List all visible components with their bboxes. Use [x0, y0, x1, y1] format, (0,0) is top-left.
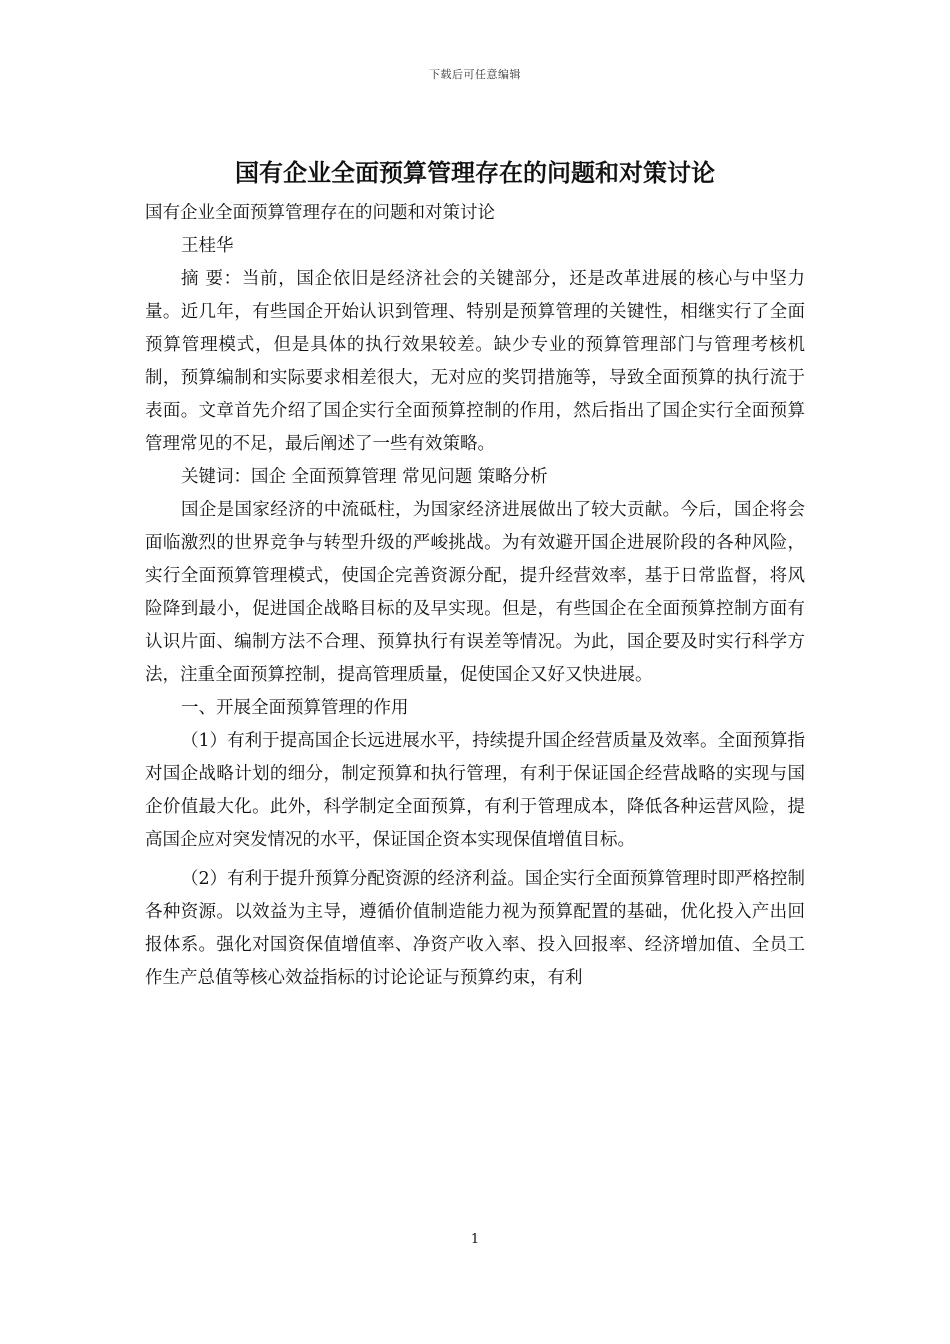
keywords-line: 关键词：国企 全面预算管理 常见问题 策略分析	[181, 467, 548, 487]
header-note: 下载后可任意编辑	[429, 68, 521, 81]
abstract-paragraph: 摘 要：当前，国企依旧是经济社会的关键部分，还是改革进展的核心与中坚力量。近几年，有些国企开始认识到管理、特别是预算管理的关键性，相继实行了全面预算管理模式，但是具体的执行效果较差。缺少专业的预算管理部门与管理考核机制，预算编制和实际要求相差很大，无对应的奖罚措施等，导致全面预算的执行流于表面。文章首先介绍了国企实行全面预算控制的作用，然后指出了国企实行全面预算管理常见的不足，最后阐述了一些有效策略。	[145, 269, 805, 454]
intro-paragraph: 国企是国家经济的中流砥柱，为国家经济进展做出了较大贡献。今后，国企将会面临激烈的世界竞争与转型升级的严峻挑战。为有效避开国企进展阶段的各种风险，实行全面预算管理模式，使国企完善资源分配，提升经营效率，基于日常监督，将风险降到最小，促进国企战略目标的及早实现。但是，有些国企在全面预算控制方面有认识片面、编制方法不合理、预算执行有误差等情况。为此，国企要及时实行科学方法，注重全面预算控制，提高管理质量，促使国企又好又快进展。	[145, 500, 805, 685]
page-number: 1	[470, 1232, 480, 1247]
document-body	[145, 197, 805, 995]
author: 王桂华	[181, 236, 234, 256]
subtitle: 国有企业全面预算管理存在的问题和对策讨论	[145, 203, 495, 223]
point-1-paragraph: （1）有利于提高国企长远进展水平，持续提升国企经营质量及效率。全面预算指对国企战略计划的细分，制定预算和执行管理，有利于保证国企经营战略的实现与国企价值最大化。此外，科学制定全面预算，有利于管理成本，降低各种运营风险，提高国企应对突发情况的水平，保证国企资本实现保值增值目标。	[145, 731, 805, 850]
point-2-paragraph: （2）有利于提升预算分配资源的经济利益。国企实行全面预算管理时即严格控制各种资源。以效益为主导，遵循价值制造能力视为预算配置的基础，优化投入产出回报体系。强化对国资保值增值率、净资产收入率、投入回报率、经济增加值、全员工作生产总值等核心效益指标的讨论论证与预算约束，有利	[145, 869, 805, 988]
section-heading: 一、开展全面预算管理的作用	[181, 698, 409, 718]
document-title: 国有企业全面预算管理存在的问题和对策讨论	[235, 158, 715, 187]
